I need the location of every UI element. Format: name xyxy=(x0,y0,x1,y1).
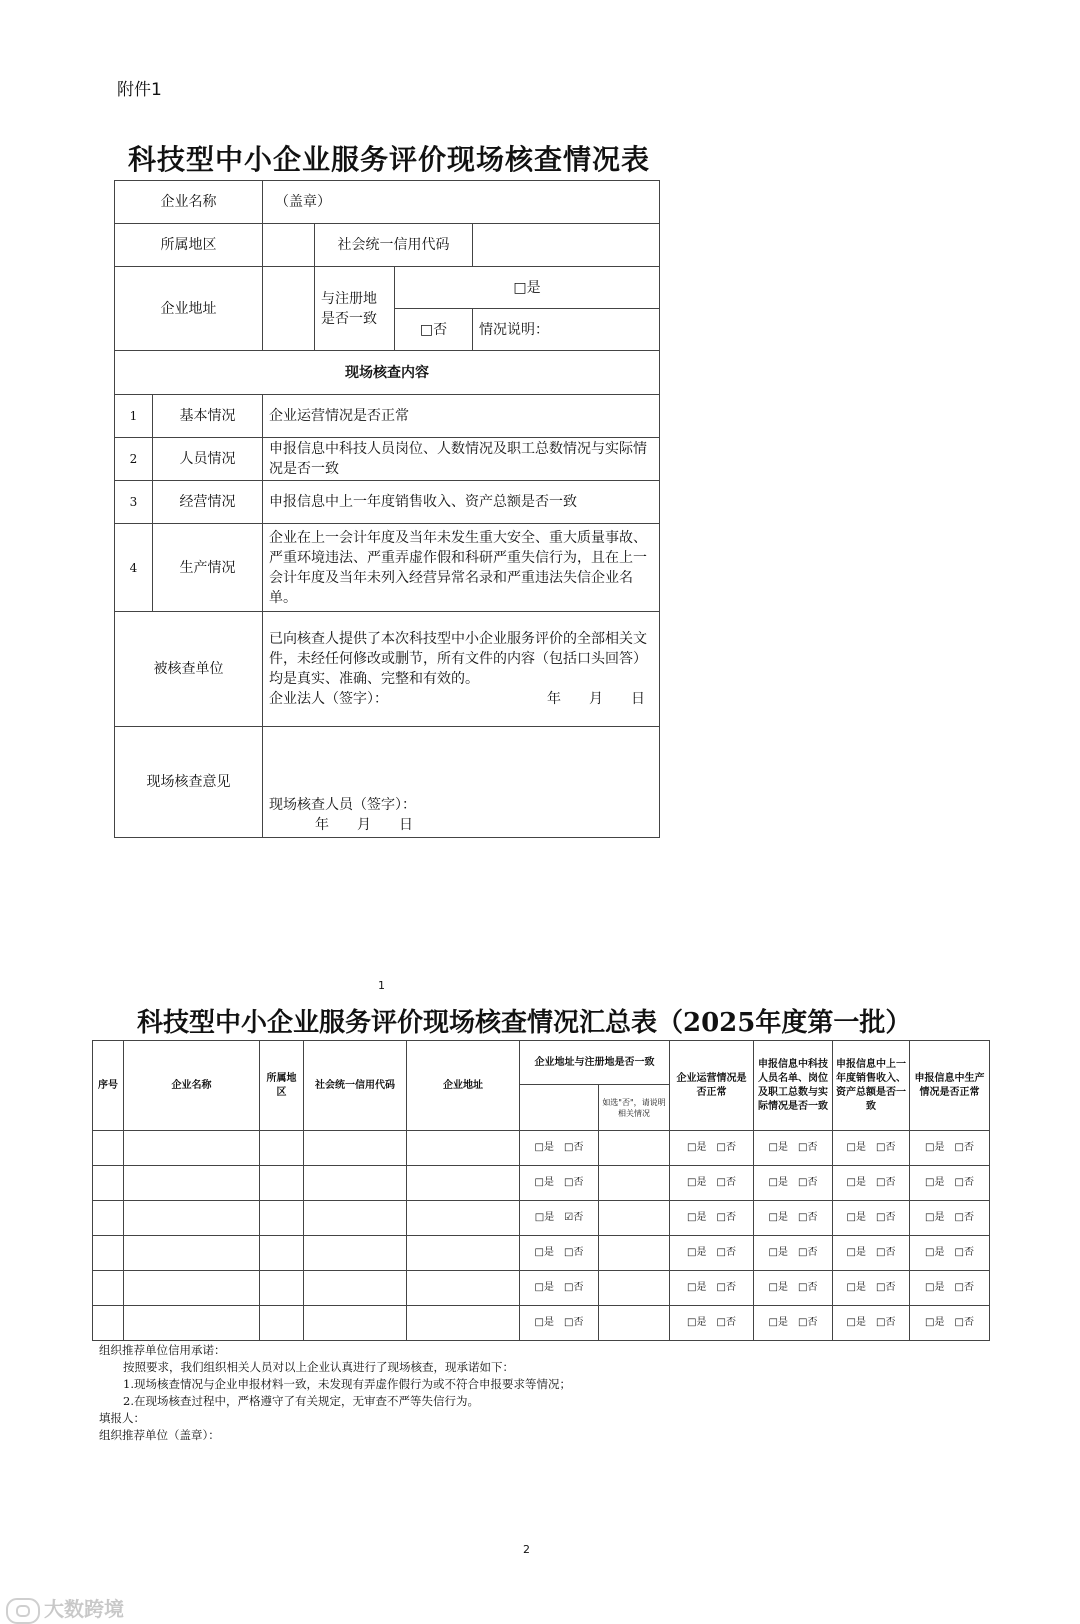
address-choice[interactable]: □是 ☑否 xyxy=(520,1201,599,1236)
operation-choice[interactable]: □是 □否 xyxy=(670,1131,754,1166)
commitment-notes xyxy=(99,1342,571,1444)
table-row xyxy=(93,1166,990,1201)
table-row xyxy=(93,1236,990,1271)
company-name-field[interactable] xyxy=(263,181,660,224)
col-if-no-note: 如选"否"，请说明相关情况 xyxy=(599,1085,670,1131)
watermark-logo-icon xyxy=(6,1598,40,1624)
operation-choice[interactable]: □是 □否 xyxy=(670,1306,754,1341)
item-name: 人员情况 xyxy=(153,438,263,481)
col-production: 申报信息中生产情况是否正常 xyxy=(910,1041,990,1131)
seal-note: （盖章） xyxy=(275,194,331,210)
operation-choice[interactable]: □是 □否 xyxy=(670,1201,754,1236)
section-header: 现场核查内容 xyxy=(115,351,660,395)
item-desc: 企业在上一会计年度及当年未发生重大安全、重大质量事故、严重环境违法、严重弄虚作假和科研严重失信行为，且在上一会计年度及当年未列入经营异常名录和严重违法失信企业名单。 xyxy=(263,524,660,612)
notes-line: 2.在现场核查过程中，严格遵守了有关规定，无审查不严等失信行为。 xyxy=(123,1394,479,1408)
inspected-unit-statement xyxy=(263,612,660,727)
production-choice[interactable]: □是 □否 xyxy=(910,1236,990,1271)
sales-choice[interactable]: □是 □否 xyxy=(833,1271,910,1306)
region-field[interactable] xyxy=(263,224,315,267)
opinion-field[interactable] xyxy=(263,727,660,838)
col-address: 企业地址 xyxy=(407,1041,520,1131)
inspected-unit-label: 被核查单位 xyxy=(115,612,263,727)
date-line: 年 月 日 xyxy=(547,691,645,707)
notes-line: 1.现场核查情况与企业申报材料一致，未发现有弄虚作假行为或不符合申报要求等情况； xyxy=(123,1377,571,1391)
page-number: 2 xyxy=(523,1543,530,1556)
item-no: 1 xyxy=(115,395,153,438)
page-number: 1 xyxy=(378,979,385,992)
table-row xyxy=(93,1201,990,1236)
table-row xyxy=(93,1306,990,1341)
sales-choice[interactable]: □是 □否 xyxy=(833,1131,910,1166)
inspection-form-table xyxy=(114,180,660,838)
no-checkbox[interactable]: □否 xyxy=(395,309,473,351)
production-choice[interactable]: □是 □否 xyxy=(910,1166,990,1201)
staff-choice[interactable]: □是 □否 xyxy=(754,1201,833,1236)
item-no: 3 xyxy=(115,481,153,524)
explain-label: 情况说明： xyxy=(473,309,660,351)
item-name: 基本情况 xyxy=(153,395,263,438)
org-seal-label: 组织推荐单位（盖章）： xyxy=(99,1428,220,1442)
col-staff: 申报信息中科技人员名单、岗位及职工总数与实际情况是否一致 xyxy=(754,1041,833,1131)
operation-choice[interactable]: □是 □否 xyxy=(670,1166,754,1201)
inspected-text: 已向核查人提供了本次科技型中小企业服务评价的全部相关文件，未经任何修改或删节，所有文件的内容（包括口头回答）均是真实、准确、完整和有效的。 xyxy=(269,631,647,687)
consistent-label: 与注册地是否一致 xyxy=(315,267,395,351)
credit-code-label: 社会统一信用代码 xyxy=(315,224,473,267)
col-operation: 企业运营情况是否正常 xyxy=(670,1041,754,1131)
sales-choice[interactable]: □是 □否 xyxy=(833,1166,910,1201)
production-choice[interactable]: □是 □否 xyxy=(910,1201,990,1236)
operation-choice[interactable]: □是 □否 xyxy=(670,1271,754,1306)
item-name: 经营情况 xyxy=(153,481,263,524)
watermark: 大数跨境 xyxy=(6,1593,124,1624)
sales-choice[interactable]: □是 □否 xyxy=(833,1306,910,1341)
col-no: 序号 xyxy=(93,1041,124,1131)
staff-choice[interactable]: □是 □否 xyxy=(754,1236,833,1271)
col-address-consistent: 企业地址与注册地是否一致 xyxy=(520,1041,670,1085)
opinion-label: 现场核查意见 xyxy=(115,727,263,838)
production-choice[interactable]: □是 □否 xyxy=(910,1306,990,1341)
col-address-choice xyxy=(520,1085,599,1131)
col-sales: 申报信息中上一年度销售收入、资产总额是否一致 xyxy=(833,1041,910,1131)
col-credit: 社会统一信用代码 xyxy=(304,1041,407,1131)
notes-line: 按照要求，我们组织相关人员对以上企业认真进行了现场核查，现承诺如下： xyxy=(123,1360,514,1374)
address-choice[interactable]: □是 □否 xyxy=(520,1271,599,1306)
form-title: 科技型中小企业服务评价现场核查情况表 xyxy=(128,143,651,176)
item-no: 2 xyxy=(115,438,153,481)
attachment-label: 附件1 xyxy=(117,80,162,100)
yes-checkbox[interactable]: □是 xyxy=(395,267,660,309)
table-row xyxy=(93,1131,990,1166)
credit-code-field[interactable] xyxy=(473,224,660,267)
address-choice[interactable]: □是 □否 xyxy=(520,1306,599,1341)
company-name-label: 企业名称 xyxy=(115,181,263,224)
legal-sign-label: 企业法人（签字）： xyxy=(269,691,388,707)
staff-choice[interactable]: □是 □否 xyxy=(754,1166,833,1201)
address-label: 企业地址 xyxy=(115,267,263,351)
summary-table xyxy=(92,1040,990,1341)
col-name: 企业名称 xyxy=(124,1041,260,1131)
address-choice[interactable]: □是 □否 xyxy=(520,1166,599,1201)
staff-choice[interactable]: □是 □否 xyxy=(754,1131,833,1166)
filler-label: 填报人： xyxy=(99,1411,145,1425)
sales-choice[interactable]: □是 □否 xyxy=(833,1201,910,1236)
production-choice[interactable]: □是 □否 xyxy=(910,1131,990,1166)
staff-choice[interactable]: □是 □否 xyxy=(754,1271,833,1306)
inspector-sign-label: 现场核查人员（签字）： xyxy=(269,797,416,813)
item-desc: 申报信息中科技人员岗位、人数情况及职工总数情况与实际情况是否一致 xyxy=(263,438,660,481)
address-field[interactable] xyxy=(263,267,315,351)
item-desc: 申报信息中上一年度销售收入、资产总额是否一致 xyxy=(263,481,660,524)
date-line: 年 月 日 xyxy=(315,817,413,833)
region-label: 所属地区 xyxy=(115,224,263,267)
item-desc: 企业运营情况是否正常 xyxy=(263,395,660,438)
item-name: 生产情况 xyxy=(153,524,263,612)
item-no: 4 xyxy=(115,524,153,612)
production-choice[interactable]: □是 □否 xyxy=(910,1271,990,1306)
col-region: 所属地区 xyxy=(260,1041,304,1131)
notes-heading: 组织推荐单位信用承诺： xyxy=(99,1343,226,1357)
address-choice[interactable]: □是 □否 xyxy=(520,1131,599,1166)
operation-choice[interactable]: □是 □否 xyxy=(670,1236,754,1271)
sales-choice[interactable]: □是 □否 xyxy=(833,1236,910,1271)
summary-title: 科技型中小企业服务评价现场核查情况汇总表（2025年度第一批） xyxy=(137,1008,912,1038)
address-choice[interactable]: □是 □否 xyxy=(520,1236,599,1271)
staff-choice[interactable]: □是 □否 xyxy=(754,1306,833,1341)
table-row xyxy=(93,1271,990,1306)
